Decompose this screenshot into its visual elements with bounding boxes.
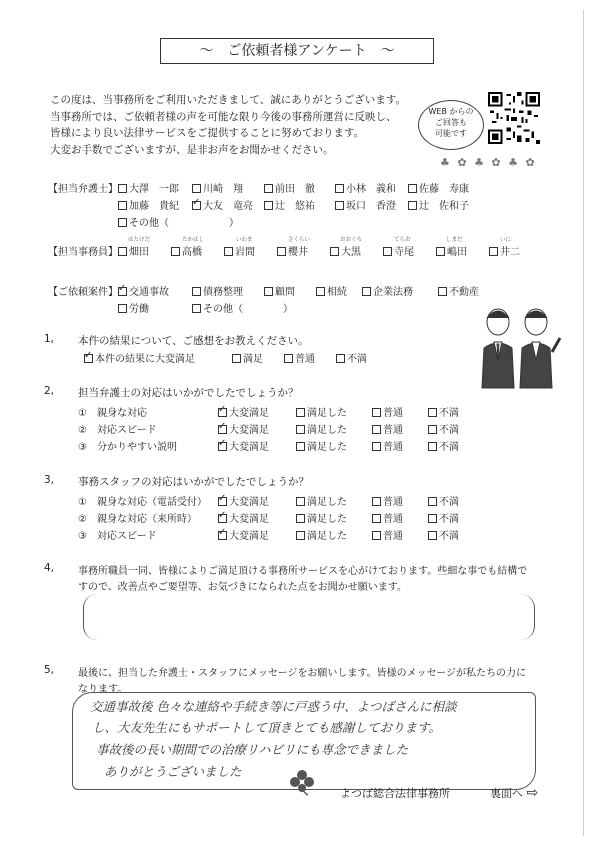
checkbox-lawyer[interactable] <box>408 197 469 212</box>
intro-line: この度は、当事務所をご利用いただきまして、誠にありがとうございます。 <box>50 94 406 106</box>
radio-q2-2[interactable] <box>218 421 269 436</box>
checkbox-lawyer[interactable] <box>408 180 469 195</box>
radio-q2-1[interactable] <box>296 404 347 419</box>
option-label: 辻 佐和子 <box>419 201 469 212</box>
staff-ruby: しまだ <box>446 237 463 243</box>
option-label: 坂口 香澄 <box>346 201 396 212</box>
radio-q3-2[interactable] <box>428 510 459 525</box>
checkbox-icon[interactable] <box>335 201 344 210</box>
question-5-text: 最後に、担当した弁護士・スタッフにメッセージをお願いします。皆様のメッセージが私たちの力に <box>78 668 526 679</box>
radio-q3-3[interactable] <box>218 527 269 542</box>
checkbox-icon[interactable] <box>264 184 273 193</box>
q2-item: ② 対応スピード <box>78 425 157 436</box>
q3-item: ① 親身な対応（電話受付） <box>78 497 207 508</box>
radio-q2-1[interactable] <box>218 404 269 419</box>
intro-line: 大変お手数でございますが、是非お声をお聞かせください。 <box>50 143 334 156</box>
checkbox-icon[interactable] <box>192 304 201 313</box>
back-page-label: 裏面へ <box>490 787 523 800</box>
checkbox-lawyer[interactable] <box>118 180 179 195</box>
question-number: 1, <box>44 333 55 345</box>
radio-q3-3[interactable] <box>296 527 347 542</box>
option-label: 大変満足 <box>229 408 269 419</box>
checkbox-icon[interactable] <box>192 287 201 296</box>
option-label: 相続 <box>327 287 347 298</box>
checkbox-staff[interactable] <box>489 243 520 258</box>
option-label: 不満 <box>439 442 459 453</box>
radio-q2-1[interactable] <box>372 404 403 419</box>
arrow-right-icon: ⇨ <box>526 785 539 801</box>
staff-label: 【担当事務員】 <box>48 247 118 258</box>
checkbox-case[interactable] <box>192 283 243 298</box>
back-page-link[interactable] <box>490 785 538 801</box>
option-label: 前田 徹 <box>275 184 315 195</box>
checkbox-lawyer[interactable] <box>192 180 243 195</box>
checkbox-lawyer[interactable] <box>335 180 396 195</box>
bubble-line: ご回答も <box>435 118 467 127</box>
radio-q3-1[interactable] <box>296 493 347 508</box>
checkbox-checked-icon[interactable] <box>84 354 93 363</box>
checkbox-icon[interactable] <box>372 514 381 523</box>
clover-decoration: ♣ ✿ ♣ ✿ ♣ ✿ <box>440 156 537 169</box>
radio-q3-1[interactable] <box>372 493 403 508</box>
option-label: 労働 <box>129 304 149 315</box>
radio-q3-2[interactable] <box>296 510 347 525</box>
clover-logo-icon <box>288 768 316 796</box>
checkbox-icon[interactable] <box>296 531 305 540</box>
checkbox-icon[interactable] <box>316 287 325 296</box>
option-label: 顧問 <box>275 287 295 298</box>
staff-illustration <box>468 300 568 390</box>
person-left <box>482 309 514 388</box>
radio-q1[interactable] <box>336 350 367 365</box>
cases-label: 【ご依頼案件】 <box>48 287 118 298</box>
radio-q2-3[interactable] <box>218 438 269 453</box>
lawyers-label: 【担当弁護士】 <box>48 184 118 195</box>
option-label: 不満 <box>439 408 459 419</box>
checkbox-checked-icon[interactable] <box>218 531 227 540</box>
intro-text <box>50 92 406 158</box>
web-answer-bubble <box>418 100 484 150</box>
option-label: 普通 <box>383 497 403 508</box>
checkbox-lawyer-other[interactable] <box>118 214 239 229</box>
staff-ruby: てらお <box>394 237 411 243</box>
checkbox-case[interactable] <box>264 283 295 298</box>
checkbox-lawyer[interactable] <box>192 197 253 212</box>
checkbox-staff[interactable] <box>436 243 467 258</box>
checkbox-icon[interactable] <box>428 442 437 451</box>
q2-item: ① 親身な対応 <box>78 408 147 419</box>
checkbox-checked-icon[interactable] <box>218 514 227 523</box>
question-number: 2, <box>44 385 55 397</box>
radio-q2-3[interactable] <box>372 438 403 453</box>
option-label: 普通 <box>383 442 403 453</box>
option-label: 大変満足 <box>229 514 269 525</box>
checkbox-icon[interactable] <box>428 497 437 506</box>
checkbox-case[interactable] <box>118 283 169 298</box>
option-label: その他（ ） <box>203 304 293 315</box>
option-label: 満足した <box>307 531 347 542</box>
option-label: 満足した <box>307 408 347 419</box>
question-1-text: 本件の結果について、ご感想をお教えください。 <box>78 335 309 347</box>
staff-ruby: いわま <box>236 237 253 243</box>
option-label: 大変満足 <box>229 531 269 542</box>
q2-item: ③ 分かりやすい説明 <box>78 442 177 453</box>
handwritten-line: 交通事故後 色々な連絡や手続き等に戸惑う中、よつばさんに相談 <box>90 699 457 714</box>
checkbox-staff[interactable] <box>383 243 414 258</box>
option-label: 櫻井 <box>288 247 308 258</box>
radio-q1[interactable] <box>84 350 195 365</box>
option-label: 川崎 翔 <box>203 184 243 195</box>
qr-code[interactable] <box>488 92 540 144</box>
checkbox-icon[interactable] <box>372 442 381 451</box>
option-label: 辻 悠祐 <box>275 201 315 212</box>
staff-ruby: おおぐろ <box>340 237 363 243</box>
option-label: 不満 <box>439 425 459 436</box>
option-label: 企業法務 <box>373 287 413 298</box>
checkbox-lawyer[interactable] <box>118 197 179 212</box>
option-label: 本件の結果に大変満足 <box>95 354 195 365</box>
checkbox-icon[interactable] <box>428 514 437 523</box>
checkbox-icon[interactable] <box>118 247 127 256</box>
radio-q2-1[interactable] <box>428 404 459 419</box>
staff-ruby: さくらい <box>288 237 311 243</box>
checkbox-staff[interactable] <box>330 243 361 258</box>
checkbox-checked-icon[interactable] <box>218 442 227 451</box>
checkbox-icon[interactable] <box>372 425 381 434</box>
option-label: 大黒 <box>341 247 361 258</box>
radio-q2-2[interactable] <box>296 421 347 436</box>
checkbox-lawyer[interactable] <box>264 197 315 212</box>
q3-item: ② 親身な対応（来所時） <box>78 514 197 525</box>
checkbox-icon[interactable] <box>118 184 127 193</box>
checkbox-lawyer[interactable] <box>335 197 396 212</box>
question-2-text: 担当弁護士の対応はいかがでしたでしょうか？ <box>78 387 299 399</box>
option-label: 岩間 <box>235 247 255 258</box>
radio-q2-3[interactable] <box>296 438 347 453</box>
radio-q3-1[interactable] <box>218 493 269 508</box>
question-5-text: なります。 <box>78 684 128 695</box>
option-label: 満足 <box>243 354 263 365</box>
radio-q3-2[interactable] <box>372 510 403 525</box>
option-label: 小林 義和 <box>346 184 396 195</box>
radio-q1[interactable] <box>284 350 315 365</box>
handwritten-line: し、大友先生にもサポートして頂きとても感謝しております。 <box>92 720 442 735</box>
checkbox-icon[interactable] <box>362 287 371 296</box>
checkbox-checked-icon[interactable] <box>218 425 227 434</box>
option-label: 嶋田 <box>447 247 467 258</box>
option-label: 不満 <box>439 514 459 525</box>
staff-ruby: たかはし <box>182 237 205 243</box>
intro-line: 当事務所では、ご依頼者様の声を可能な限り今後の事務所運営に反映し、 <box>50 110 397 123</box>
checkbox-checked-icon[interactable] <box>218 497 227 506</box>
question-number: 5, <box>44 664 55 676</box>
checkbox-icon[interactable] <box>232 354 241 363</box>
option-label: 普通 <box>383 514 403 525</box>
question-4-text: すので、改善点やご要望等、お気づきになられた点をお聞かせ願います。 <box>78 582 407 593</box>
checkbox-icon[interactable] <box>372 408 381 417</box>
checkbox-lawyer[interactable] <box>264 180 315 195</box>
checkbox-icon[interactable] <box>428 425 437 434</box>
option-label: 不動産 <box>449 287 479 298</box>
option-label: 大澤 一郎 <box>129 184 179 195</box>
radio-q2-2[interactable] <box>372 421 403 436</box>
option-label: 畑田 <box>129 247 149 258</box>
checkbox-icon[interactable] <box>118 304 127 313</box>
option-label: 交通事故 <box>129 287 169 298</box>
option-label: 大変満足 <box>229 425 269 436</box>
checkbox-icon[interactable] <box>383 247 392 256</box>
checkbox-icon[interactable] <box>224 247 233 256</box>
radio-q3-3[interactable] <box>428 527 459 542</box>
option-label: 井二 <box>500 247 520 258</box>
checkbox-icon[interactable] <box>264 287 273 296</box>
option-label: 普通 <box>295 354 315 365</box>
radio-q2-2[interactable] <box>428 421 459 436</box>
option-label: 債務整理 <box>203 287 243 298</box>
checkbox-icon[interactable] <box>192 184 201 193</box>
radio-q2-3[interactable] <box>428 438 459 453</box>
option-label: 大友 竜亮 <box>203 201 253 212</box>
question-number: 4, <box>44 562 55 574</box>
checkbox-icon[interactable] <box>438 287 447 296</box>
comment-area[interactable] <box>83 594 535 640</box>
checkbox-checked-icon[interactable] <box>192 201 201 210</box>
radio-q3-2[interactable] <box>218 510 269 525</box>
checkbox-staff[interactable] <box>171 243 202 258</box>
checkbox-icon[interactable] <box>284 354 293 363</box>
checkbox-icon[interactable] <box>489 247 498 256</box>
option-label: 大変満足 <box>229 442 269 453</box>
option-label: 加藤 貴紀 <box>129 201 179 212</box>
checkbox-icon[interactable] <box>264 201 273 210</box>
radio-q3-1[interactable] <box>428 493 459 508</box>
checkbox-checked-icon[interactable] <box>218 408 227 417</box>
option-label: 満足した <box>307 425 347 436</box>
checkbox-icon[interactable] <box>428 408 437 417</box>
option-label: 高橋 <box>182 247 202 258</box>
checkbox-icon[interactable] <box>296 497 305 506</box>
handwritten-line: 事故後の長い期間での治療リハビリにも専念できました <box>96 742 409 757</box>
checkbox-icon[interactable] <box>408 184 417 193</box>
q3-item: ③ 対応スピード <box>78 531 157 542</box>
checkbox-icon[interactable] <box>118 201 127 210</box>
option-label: 不満 <box>439 531 459 542</box>
question-4-text: 事務所職員一同、皆様によりご満足頂ける事務所サービスを心がけております。些細な事でも結構で <box>78 566 528 577</box>
option-label: 不満 <box>347 354 367 365</box>
checkbox-icon[interactable] <box>436 247 445 256</box>
option-label: 満足した <box>307 514 347 525</box>
checkbox-icon[interactable] <box>408 201 417 210</box>
checkbox-checked-icon[interactable] <box>118 287 127 296</box>
checkbox-case-other[interactable] <box>192 300 293 315</box>
checkbox-case[interactable] <box>316 283 347 298</box>
option-label: 満足した <box>307 497 347 508</box>
checkbox-icon[interactable] <box>296 514 305 523</box>
checkbox-icon[interactable] <box>330 247 339 256</box>
person-right <box>520 309 560 388</box>
intro-line: 皆様により良い法律サービスをご提供することに努めております。 <box>50 127 365 139</box>
checkbox-case[interactable] <box>118 300 149 315</box>
checkbox-case[interactable] <box>362 283 413 298</box>
option-label: 普通 <box>383 425 403 436</box>
radio-q3-3[interactable] <box>372 527 403 542</box>
checkbox-staff[interactable] <box>118 243 149 258</box>
staff-ruby: いに <box>500 237 512 243</box>
checkbox-staff[interactable] <box>277 243 308 258</box>
option-label: 大変満足 <box>229 497 269 508</box>
option-label: 佐藤 寿康 <box>419 184 469 195</box>
office-name: よつば総合法律事務所 <box>340 787 450 800</box>
checkbox-icon[interactable] <box>296 425 305 434</box>
page-title: ～ ご依頼者様アンケート ～ <box>160 38 434 64</box>
question-number: 3, <box>44 474 55 486</box>
checkbox-icon[interactable] <box>118 218 127 227</box>
checkbox-icon[interactable] <box>372 531 381 540</box>
bubble-line: WEB からの <box>428 107 474 116</box>
bubble-line: 可能です <box>435 129 467 138</box>
option-label: 不満 <box>439 497 459 508</box>
checkbox-icon[interactable] <box>428 531 437 540</box>
option-label: その他（ ） <box>129 218 239 229</box>
checkbox-staff[interactable] <box>224 243 255 258</box>
handwritten-line: ありがとうございました <box>104 764 242 779</box>
staff-ruby: はたけだ <box>128 237 151 243</box>
checkbox-icon[interactable] <box>296 408 305 417</box>
option-label: 普通 <box>383 531 403 542</box>
question-3-text: 事務スタッフの対応はいかがでしたでしょうか？ <box>78 476 309 488</box>
radio-q1[interactable] <box>232 350 263 365</box>
checkbox-icon[interactable] <box>335 184 344 193</box>
option-label: 寺尾 <box>394 247 414 258</box>
checkbox-icon[interactable] <box>336 354 345 363</box>
checkbox-icon[interactable] <box>171 247 180 256</box>
checkbox-case[interactable] <box>438 283 479 298</box>
checkbox-icon[interactable] <box>296 442 305 451</box>
option-label: 普通 <box>383 408 403 419</box>
checkbox-icon[interactable] <box>277 247 286 256</box>
option-label: 満足した <box>307 442 347 453</box>
checkbox-icon[interactable] <box>372 497 381 506</box>
